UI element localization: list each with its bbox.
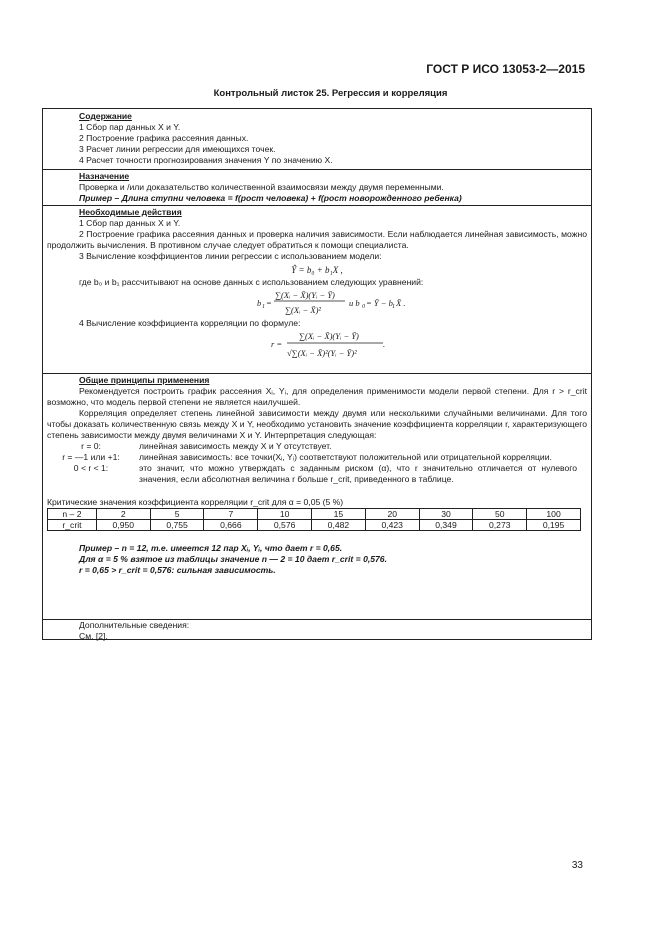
table-cell: 7 <box>204 509 258 520</box>
svg-text:b: b <box>257 298 262 308</box>
interpretation-text: линейная зависимость: все точки(Xᵢ, Yᵢ) соответствуют положительной или отрицательной корреляции. <box>139 452 552 462</box>
regression-model-formula: Ŷ = b₀ + b₁X , <box>291 265 343 275</box>
table-cell: 20 <box>365 509 419 520</box>
contents-item: 1 Сбор пар данных X и Y. <box>79 122 181 132</box>
table-cell: 0,423 <box>365 520 419 531</box>
table-row <box>48 520 581 531</box>
table-cell: 0,195 <box>527 520 581 531</box>
table-cell: 50 <box>473 509 527 520</box>
svg-text:∑(Xᵢ − X̄)(Yᵢ − Ȳ): ∑(Xᵢ − X̄)(Yᵢ − Ȳ) <box>275 290 335 300</box>
interpretation-condition: r = 0: <box>81 441 101 451</box>
svg-text:1: 1 <box>262 304 265 310</box>
purpose-text: Проверка и /или доказательство количественной взаимосвязи между двумя переменными. <box>79 182 444 192</box>
svg-text:X̄ .: X̄ . <box>396 298 406 308</box>
interpretation-text: это значит, что можно утверждать с заданным риском (α), что r значительно отличается от нулевого значения, если абсолютная величина r больше r_crit, приведенного в таблице. <box>139 463 577 484</box>
svg-text:0: 0 <box>362 304 365 310</box>
table-cell: 0,576 <box>258 520 312 531</box>
document-code: ГОСТ Р ИСО 13053-2—2015 <box>426 62 585 76</box>
interpretation-row <box>43 463 591 485</box>
purpose-heading: Назначение <box>79 171 130 181</box>
actions-section <box>43 205 591 373</box>
table-cell: 0,666 <box>204 520 258 531</box>
example-line-1: Пример – n = 12, т.е. имеется 12 пар Xᵢ, Yᵢ, что дает r = 0,65. <box>79 543 343 553</box>
interpretation-condition: r = —1 или +1: <box>62 452 120 462</box>
contents-heading: Содержание <box>79 111 132 121</box>
principles-paragraph-2: Корреляция определяет степень линейной зависимости между двумя или несколькими случайными величинами. Для того чтобы доказать количественную связь между X и Y, необходимо установить значение коэффициента корреляции r, характеризующего степень зависимости между двумя величинами X и Y. Интерпретация следующая: <box>47 408 587 440</box>
contents-item: 2 Построение графика рассеяния данных. <box>79 133 249 143</box>
example-line-2: Для α = 5 % взятое из таблицы значение n — 2 = 10 дает r_crit = 0,576. <box>79 554 387 564</box>
svg-text:.: . <box>383 339 386 349</box>
svg-text:√∑(Xᵢ − X̄)²(Yᵢ − Ȳ)²: √∑(Xᵢ − X̄)²(Yᵢ − Ȳ)² <box>287 348 357 358</box>
table-cell: r_crit <box>48 520 97 531</box>
table-cell: 2 <box>96 509 150 520</box>
table-row <box>48 509 581 520</box>
svg-text:∑(Xᵢ − X̄)(Yᵢ − Ȳ): ∑(Xᵢ − X̄)(Yᵢ − Ȳ) <box>299 331 359 341</box>
page-number: 33 <box>571 860 583 871</box>
svg-text:1: 1 <box>392 304 395 310</box>
interpretation-text: линейная зависимость между X и Y отсутствует. <box>139 441 332 451</box>
contents-item: 3 Расчет линии регрессии для имеющихся точек. <box>79 144 276 154</box>
table-cell: 0,273 <box>473 520 527 531</box>
checklist-frame <box>42 108 592 640</box>
table-cell: 0,482 <box>312 520 366 531</box>
action-step-3: 3 Вычисление коэффициентов линии регрессии с использованием модели: <box>79 251 382 261</box>
svg-text:и b: и b <box>349 298 360 308</box>
purpose-section <box>43 169 591 205</box>
action-step-4: 4 Вычисление коэффициента корреляции по формуле: <box>79 318 301 328</box>
table-caption: Критические значения коэффициента корреляции r_crit для α = 0,05 (5 %) <box>47 497 344 507</box>
contents-item: 4 Расчет точности прогнозирования значения Y по значению X. <box>79 155 333 165</box>
table-cell: 0,349 <box>419 520 473 531</box>
svg-text:∑(Xᵢ − X̄)²: ∑(Xᵢ − X̄)² <box>285 305 321 315</box>
table-cell: n – 2 <box>48 509 97 520</box>
action-step-1: 1 Сбор пар данных X и Y. <box>79 218 181 228</box>
principles-paragraph-1: Рекомендуется построить график рассеяния Xᵢ, Yᵢ, для определения применимости модели первой степени. Для r > r_crit возможно, что модель первой степени не является наилучшей. <box>47 386 587 407</box>
principles-section <box>43 373 591 619</box>
table-cell: 10 <box>258 509 312 520</box>
additional-reference: См. [2]. <box>79 631 108 641</box>
coef-intro: где b₀ и b₁ рассчитывают на основе данных с использованием следующих уравнений: <box>79 277 424 287</box>
table-cell: 100 <box>527 509 581 520</box>
sheet-title: Контрольный листок 25. Регрессия и корреляция <box>213 88 448 99</box>
svg-text:=: = <box>266 298 272 308</box>
coefficient-formula <box>257 288 437 318</box>
svg-text:= Ȳ − b: = Ȳ − b <box>366 298 393 308</box>
interpretation-row <box>43 452 591 463</box>
table-cell: 30 <box>419 509 473 520</box>
actions-heading: Необходимые действия <box>79 207 182 217</box>
contents-section <box>43 109 591 169</box>
svg-text:r =: r = <box>271 339 283 349</box>
additional-label: Дополнительные сведения: <box>79 620 190 630</box>
table-cell: 0,755 <box>150 520 204 531</box>
table-cell: 0,950 <box>96 520 150 531</box>
purpose-example: Пример – Длина ступни человека = f(рост человека) + f(рост новорожденного ребенка) <box>79 193 462 203</box>
principles-heading: Общие принципы применения <box>79 375 210 385</box>
interpretation-row <box>43 441 591 452</box>
interpretation-condition: 0 < r < 1: <box>73 463 109 473</box>
table-cell: 5 <box>150 509 204 520</box>
additional-section <box>43 619 591 641</box>
critical-values-table <box>47 508 581 531</box>
example-line-3: r = 0,65 > r_crit = 0,576: сильная зависимость. <box>79 565 276 575</box>
action-step-2: 2 Построение графика рассеяния данных и проверка наличия зависимости. Если наблюдается линейная зависимость, можно продолжить вычисления. В противном случае следует обратиться к помощи специалиста. <box>47 229 587 250</box>
table-cell: 15 <box>312 509 366 520</box>
correlation-formula <box>271 329 401 361</box>
